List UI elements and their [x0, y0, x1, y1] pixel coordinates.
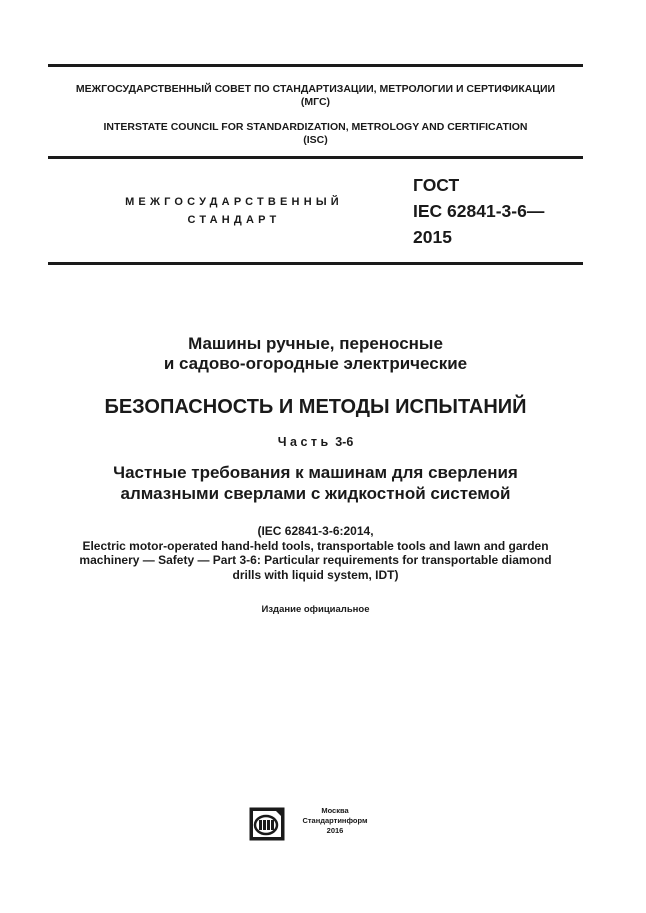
- title-product: [48, 334, 583, 374]
- publisher-city: Москва: [321, 806, 349, 815]
- standard-rule: [48, 262, 583, 265]
- designation-line2: IEC 62841-3-6—: [413, 201, 545, 221]
- standard-designation: [413, 172, 544, 250]
- council-ru: [48, 83, 583, 109]
- iec-line2: Electric motor-operated hand-held tools, transportable tools and lawn and garden: [82, 538, 549, 553]
- edition-label: Издание официальное: [261, 604, 370, 615]
- part-word: Часть: [277, 435, 332, 449]
- publisher-info: [292, 806, 378, 836]
- title-line1: Машины ручные, переносные: [188, 334, 443, 353]
- council-ru-line1: МЕЖГОСУДАРСТВЕННЫЙ СОВЕТ ПО СТАНДАРТИЗАЦИИ, МЕТРОЛОГИИ И СЕРТИФИКАЦИИ: [75, 83, 556, 95]
- council-en-line2: (ISC): [303, 134, 328, 146]
- council-rule: [48, 156, 583, 159]
- council-en-line1: INTERSTATE COUNCIL FOR STANDARDIZATION, METROLOGY AND CERTIFICATION: [103, 121, 528, 133]
- council-en: [48, 121, 583, 147]
- publisher-year: 2016: [326, 826, 344, 835]
- top-rule: [48, 64, 583, 67]
- standard-type-line1: МЕЖГОСУДАРСТВЕННЫЙ: [125, 196, 343, 208]
- designation-line1: ГОСТ: [413, 175, 460, 195]
- iec-reference: [48, 524, 583, 582]
- standard-type-line2: СТАНДАРТ: [187, 214, 281, 226]
- part-heading: [48, 435, 583, 449]
- iec-line1: (IEC 62841-3-6:2014,: [257, 524, 374, 538]
- title-line2: и садово-огородные электрические: [163, 354, 468, 373]
- iec-line3: machinery — Safety — Part 3-6: Particular requirements for transportable diamond: [79, 553, 552, 567]
- subtitle-line2: алмазными сверлами с жидкостной системой: [120, 484, 511, 503]
- part-number: 3-6: [335, 435, 354, 449]
- designation-line3: 2015: [413, 227, 452, 247]
- standartinform-logo: [249, 807, 285, 841]
- title-main: БЕЗОПАСНОСТЬ И МЕТОДЫ ИСПЫТАНИЙ: [104, 396, 527, 418]
- iec-line4: drills with liquid system, IDT): [232, 567, 399, 582]
- publisher-name: Стандартинформ: [302, 816, 368, 825]
- title-subtitle: [48, 462, 583, 504]
- council-ru-line2: (МГС): [300, 96, 331, 108]
- subtitle-line1: Частные требования к машинам для сверления: [113, 463, 518, 482]
